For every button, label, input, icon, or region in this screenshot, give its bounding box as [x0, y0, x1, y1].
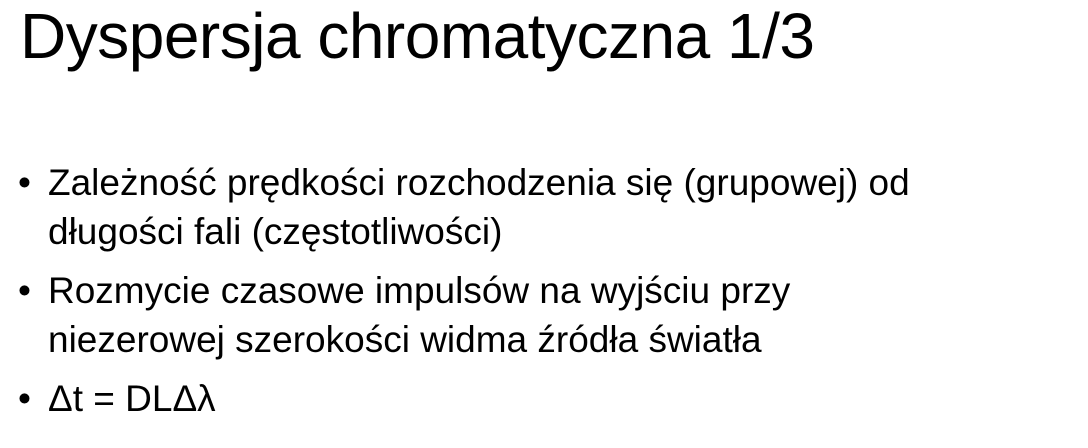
bullet-text-line: długości fali (częstotliwości)	[48, 211, 503, 252]
formula-text: Δt = DLΔλ	[48, 378, 216, 419]
bullet-text-line: Rozmycie czasowe impulsów na wyjściu przy	[48, 270, 791, 311]
bullet-item	[0, 158, 1088, 256]
bullet-dot-icon: •	[18, 378, 31, 419]
bullet-item	[0, 374, 1088, 423]
bullet-list	[0, 158, 1088, 433]
slide-title: Dyspersja chromatyczna 1/3	[20, 0, 815, 72]
bullet-item	[0, 266, 1088, 364]
bullet-text-line: Zależność prędkości rozchodzenia się (grupowej) od	[48, 162, 910, 203]
bullet-dot-icon: •	[18, 270, 31, 311]
bullet-dot-icon: •	[18, 162, 31, 203]
bullet-text-line: niezerowej szerokości widma źródła światła	[48, 319, 762, 360]
